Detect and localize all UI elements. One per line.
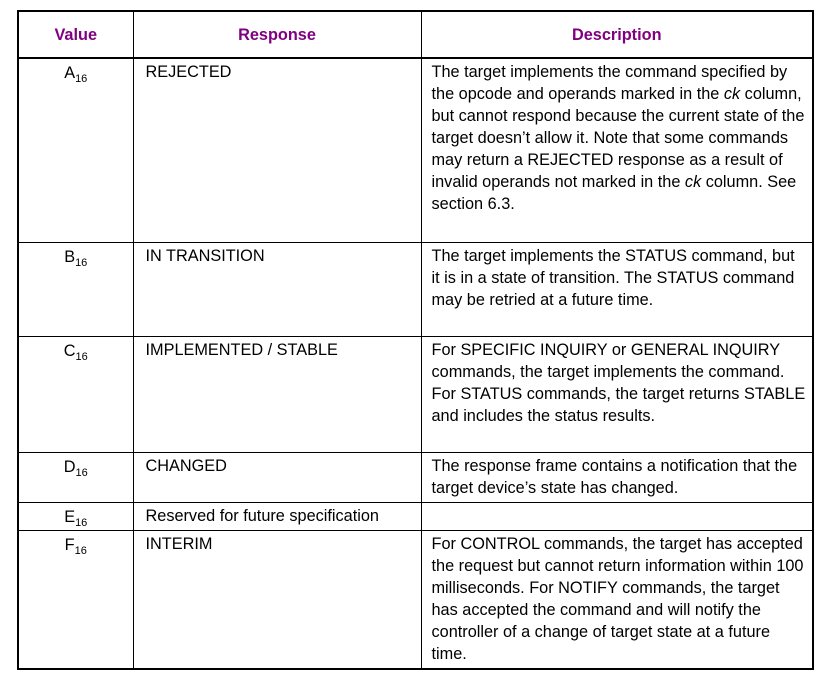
- description-cell: The response frame contains a notification that the target device’s state has changed.: [421, 452, 813, 502]
- value-subscript: 16: [74, 544, 87, 557]
- value-cell: [18, 336, 133, 452]
- description-cell: [421, 58, 813, 242]
- table-row: [18, 336, 813, 452]
- description-italic: ck: [684, 173, 702, 191]
- description-text: The target implements the command specified by the opcode and operands marked in the: [431, 63, 788, 103]
- header-response: Response: [133, 11, 421, 58]
- response-cell: REJECTED: [133, 58, 421, 242]
- table-row: [18, 452, 813, 502]
- value-letter: B: [64, 247, 76, 266]
- value-subscript: 16: [75, 516, 88, 529]
- value-letter: F: [64, 535, 75, 554]
- description-cell: For SPECIFIC INQUIRY or GENERAL INQUIRY commands, the target implements the command. For STATUS commands, the target returns STABLE and includes the status results.: [421, 336, 813, 452]
- description-text: column, but cannot respond because the current state of the target doesn’t allow it. Note that some commands may return a REJECTED response as a result of invalid operands not marked in the: [431, 85, 805, 191]
- response-cell: Reserved for future specification: [133, 502, 421, 530]
- response-cell: IN TRANSITION: [133, 242, 421, 336]
- value-subscript: 16: [75, 466, 88, 479]
- value-letter: E: [64, 507, 76, 526]
- table-row: [18, 58, 813, 242]
- value-cell: [18, 530, 133, 669]
- value-subscript: 16: [75, 73, 88, 85]
- value-letter: C: [63, 341, 76, 360]
- description-italic: ck: [723, 85, 741, 103]
- header-description: Description: [421, 11, 813, 58]
- description-text: column. See section 6.3.: [431, 173, 797, 213]
- value-letter: D: [63, 457, 76, 476]
- table-row: [18, 502, 813, 530]
- response-cell: INTERIM: [133, 530, 421, 669]
- response-cell: CHANGED: [133, 452, 421, 502]
- response-codes-table: [17, 10, 814, 670]
- value-subscript: 16: [75, 256, 88, 269]
- table-row: [18, 530, 813, 669]
- value-subscript: 16: [75, 350, 88, 363]
- description-cell: For CONTROL commands, the target has accepted the request but cannot return information within 100 milliseconds. For NOTIFY commands, the target has accepted the command and will notify the controller of a change of target state at a future time.: [421, 530, 813, 669]
- value-cell: [18, 242, 133, 336]
- header-row: [18, 11, 813, 58]
- description-cell: The target implements the STATUS command, but it is in a state of transition. The STATUS command may be retried at a future time.: [421, 242, 813, 336]
- value-letter: A: [64, 64, 76, 82]
- header-value: Value: [18, 11, 133, 58]
- value-cell: [18, 502, 133, 530]
- value-cell: [18, 58, 133, 242]
- value-cell: [18, 452, 133, 502]
- table-row: [18, 242, 813, 336]
- response-cell: IMPLEMENTED / STABLE: [133, 336, 421, 452]
- description-cell: [421, 502, 813, 530]
